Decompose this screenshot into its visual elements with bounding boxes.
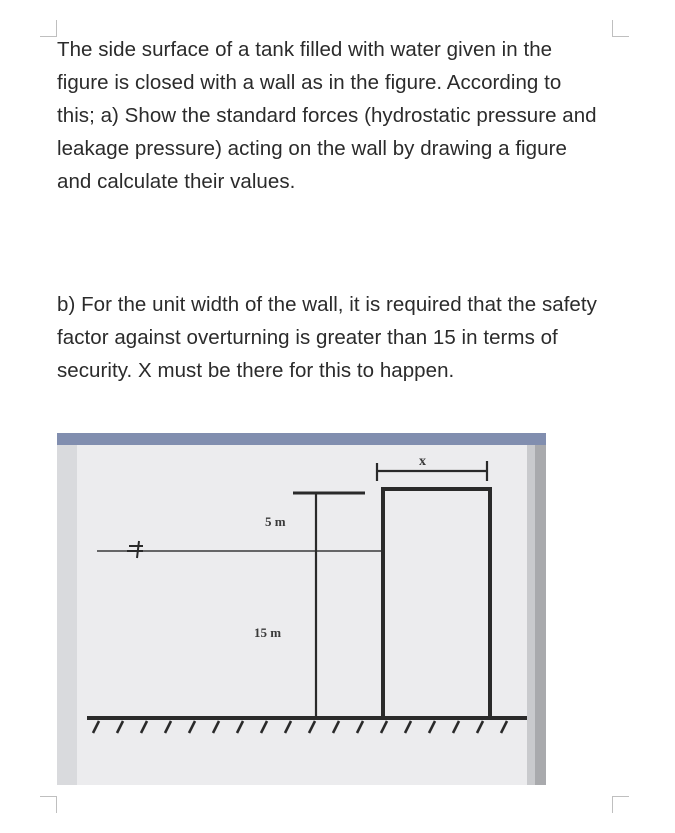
- page-corner-mark-bottom-left: [40, 796, 57, 813]
- page-corner-mark-top-right: [612, 20, 629, 37]
- problem-part-b-text: b) For the unit width of the wall, it is required that the safety factor against overturning is greater than 15 in terms of security. X must be there for this to happen.: [57, 293, 597, 382]
- page-corner-mark-bottom-right: [612, 796, 629, 813]
- tank-wall-diagram: [57, 433, 546, 785]
- problem-part-a-text: The side surface of a tank filled with water given in the figure is closed with a wall as in the figure. According to this; a) Show the standard forces (hydrostatic pressure and leakage pressure) acting on the wall by drawing a figure and calculate their values.: [57, 38, 597, 193]
- label-x: x: [419, 454, 426, 469]
- label-5m: 5 m: [265, 514, 286, 529]
- label-15m: 15 m: [254, 625, 282, 640]
- page-corner-mark-top-left: [40, 20, 57, 37]
- tank-wall-figure: [57, 433, 546, 785]
